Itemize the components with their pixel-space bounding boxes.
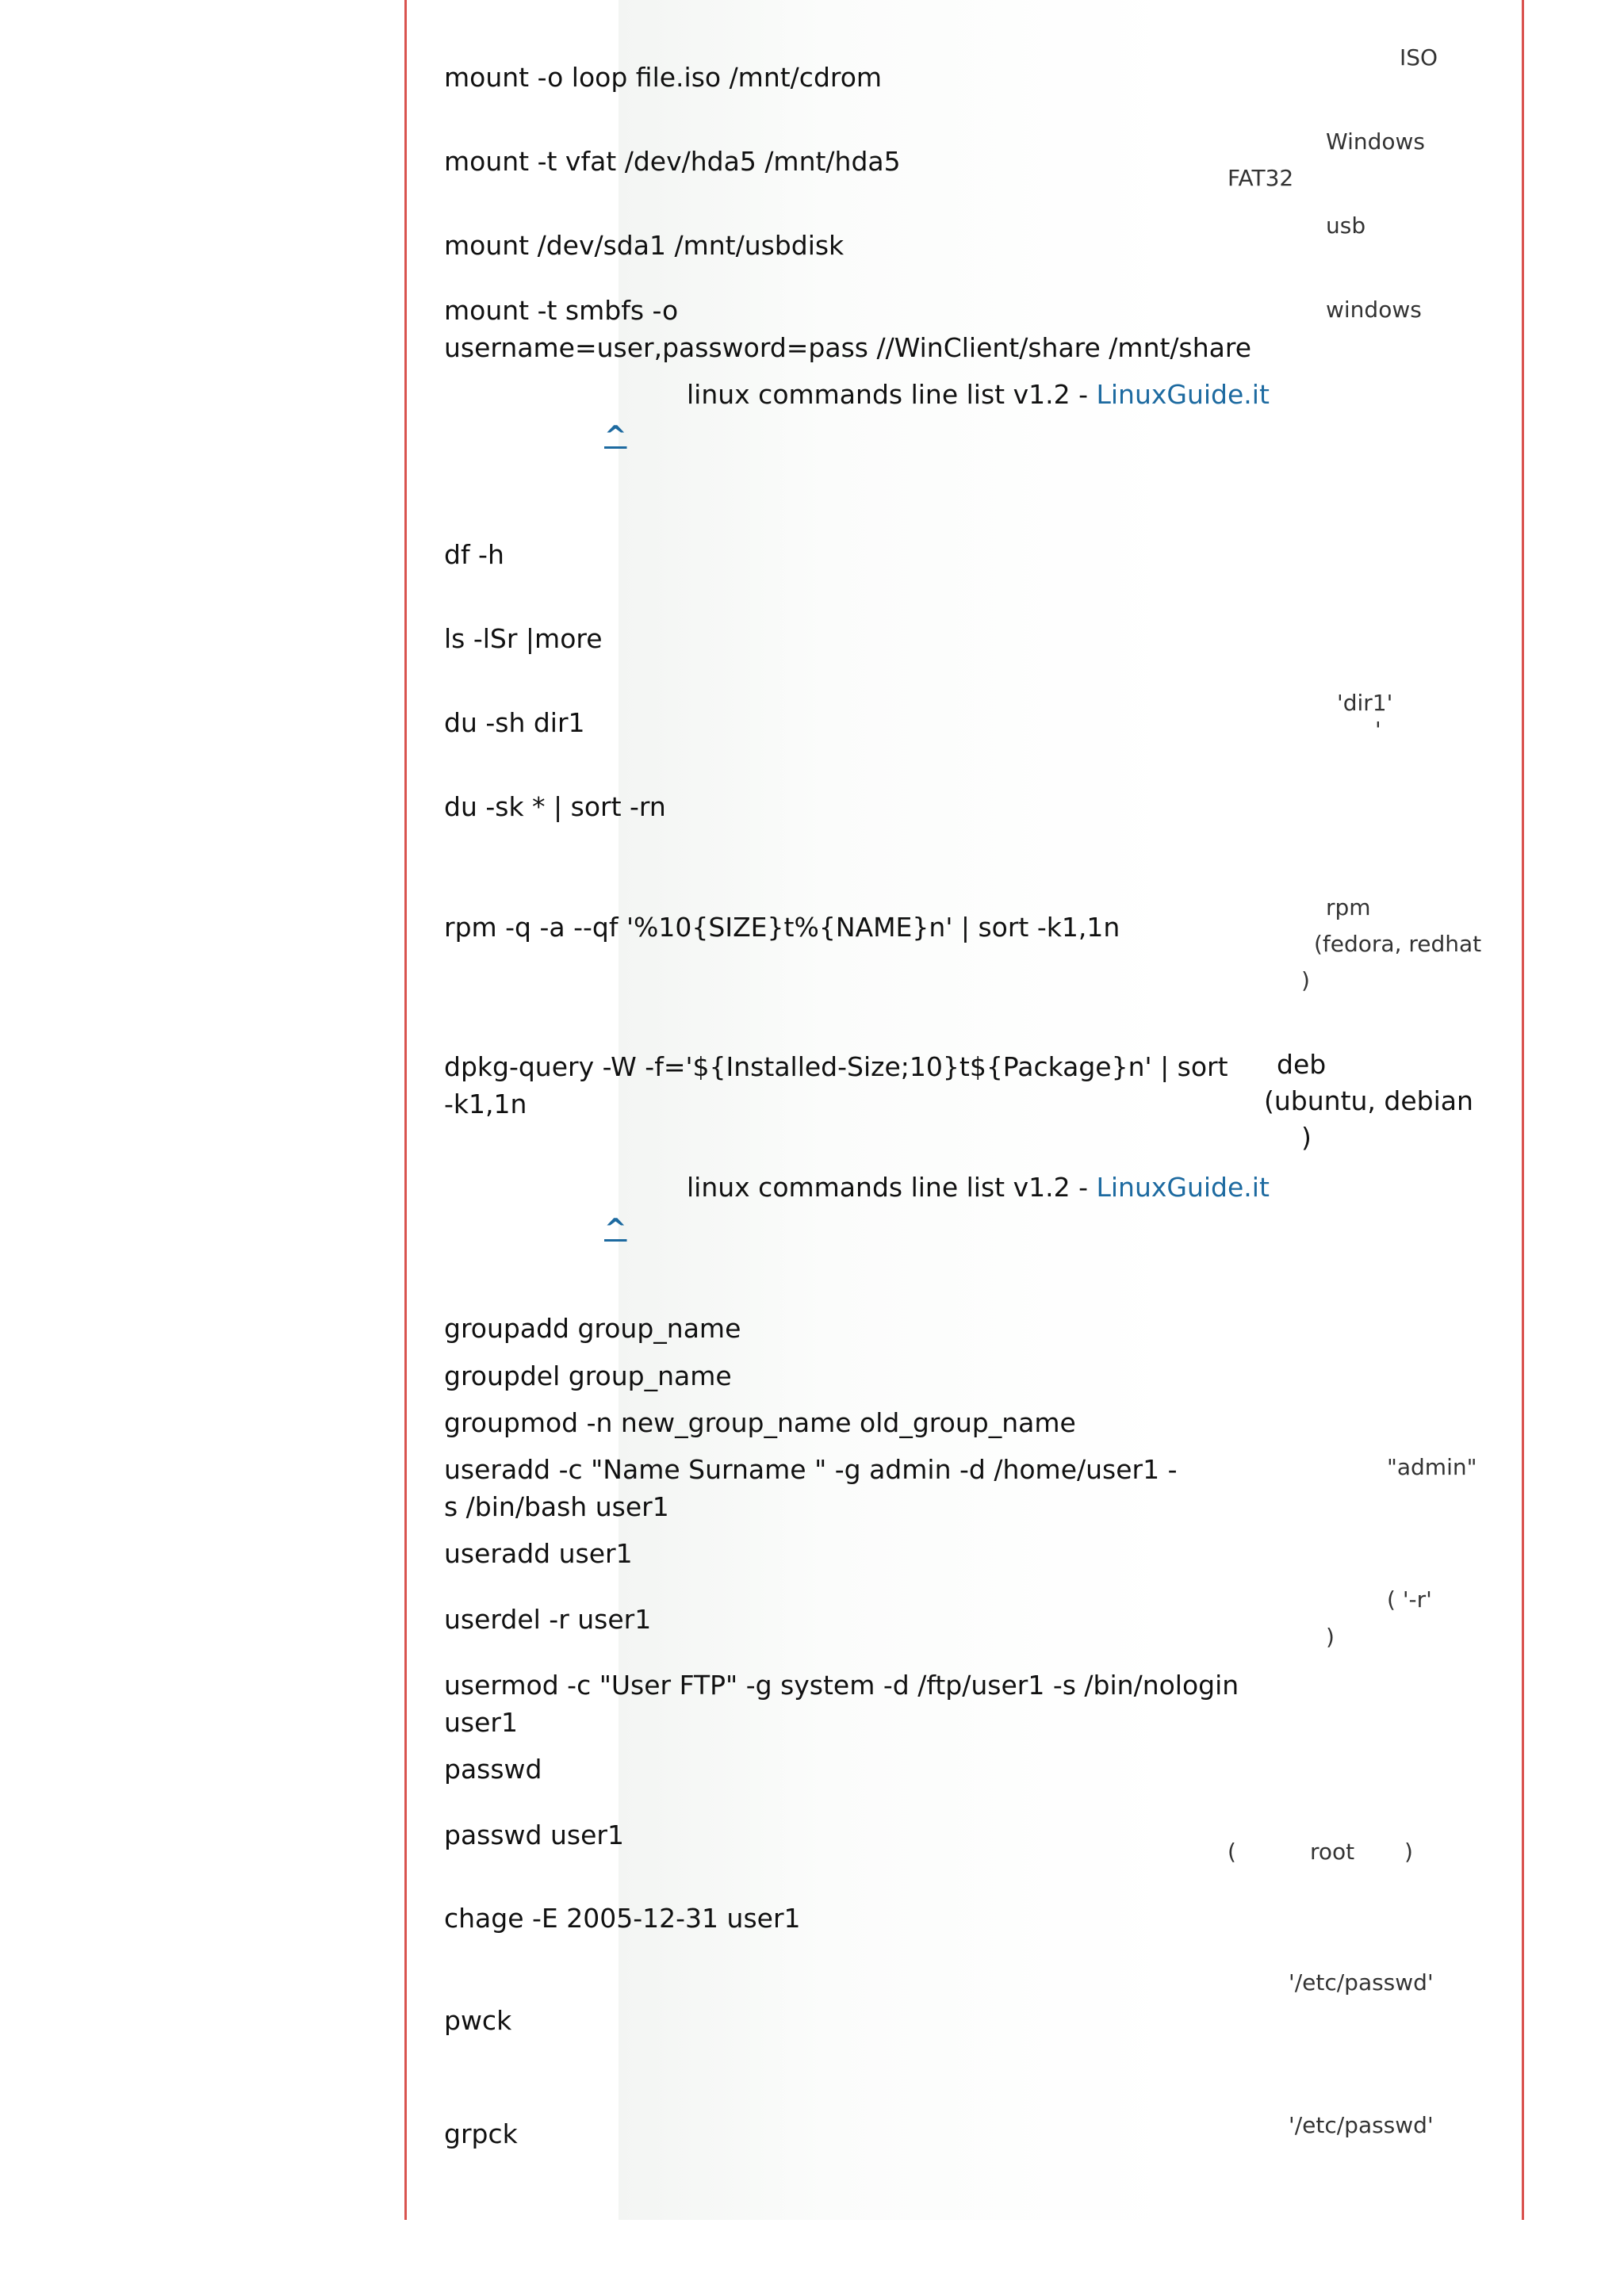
command-text: useradd user1 — [444, 1538, 633, 1569]
description-text: Windows — [1326, 128, 1425, 155]
command-text: grpck — [444, 2118, 518, 2149]
description-text: ) — [1301, 967, 1310, 993]
description-text: ' — [1375, 717, 1381, 743]
footer-line — [687, 376, 1270, 413]
command-text: passwd — [444, 1754, 542, 1785]
command-text: groupdel group_name — [444, 1360, 732, 1391]
description-text: ) — [1326, 1624, 1335, 1650]
description-text: '/etc/passwd' — [1289, 2112, 1434, 2138]
command-text: mount -t smbfs -o — [444, 295, 679, 326]
command-text: df -h — [444, 539, 504, 570]
description-text: deb — [1277, 1049, 1327, 1080]
description-text: (ubuntu, debian — [1264, 1085, 1473, 1116]
back-to-top-link[interactable]: ^ — [604, 1213, 627, 1245]
description-text: windows — [1326, 297, 1422, 323]
command-text: userdel -r user1 — [444, 1604, 652, 1635]
description-text: FAT32 — [1228, 165, 1294, 191]
footer-line — [687, 1169, 1270, 1206]
command-text: useradd -c "Name Surname " -g admin -d /home/user1 - — [444, 1454, 1178, 1485]
footer-text: linux commands line list v1.2 - — [687, 1172, 1097, 1203]
linuxguide-link[interactable]: LinuxGuide.it — [1096, 1172, 1270, 1203]
command-text: dpkg-query -W -f='${Installed-Size;10}t${Package}n' | sort — [444, 1051, 1228, 1082]
command-text: du -sk * | sort -rn — [444, 791, 666, 822]
command-text: -k1,1n — [444, 1089, 527, 1119]
command-text: mount /dev/sda1 /mnt/usbdisk — [444, 230, 845, 261]
command-text: groupmod -n new_group_name old_group_name — [444, 1407, 1076, 1438]
command-text: chage -E 2005-12-31 user1 — [444, 1903, 801, 1934]
command-text: du -sh dir1 — [444, 707, 585, 738]
command-text: usermod -c "User FTP" -g system -d /ftp/user1 -s /bin/nologin — [444, 1670, 1239, 1701]
description-text: ) — [1301, 1122, 1312, 1153]
command-text: username=user,password=pass //WinClient/share /mnt/share — [444, 332, 1252, 363]
command-text: s /bin/bash user1 — [444, 1491, 669, 1522]
description-text: ( — [1228, 1839, 1236, 1865]
description-text: '/etc/passwd' — [1289, 1969, 1434, 1996]
command-text: rpm -q -a --qf '%10{SIZE}t%{NAME}n' | sort -k1,1n — [444, 912, 1120, 943]
description-text: rpm — [1326, 894, 1371, 920]
command-text: passwd user1 — [444, 1820, 624, 1850]
description-text: (fedora, redhat — [1314, 931, 1482, 957]
linuxguide-link[interactable]: LinuxGuide.it — [1096, 379, 1270, 410]
description-text: ISO — [1400, 44, 1438, 71]
command-text: user1 — [444, 1707, 518, 1738]
command-text: groupadd group_name — [444, 1313, 741, 1344]
command-text: mount -t vfat /dev/hda5 /mnt/hda5 — [444, 146, 901, 177]
back-to-top-link[interactable]: ^ — [604, 420, 627, 452]
description-text: ) — [1404, 1839, 1413, 1865]
description-text: ( '-r' — [1387, 1586, 1432, 1613]
command-text: pwck — [444, 2005, 512, 2036]
description-text: 'dir1' — [1337, 690, 1393, 716]
footer-text: linux commands line list v1.2 - — [687, 379, 1097, 410]
description-text: "admin" — [1387, 1454, 1477, 1480]
command-text: mount -o loop file.iso /mnt/cdrom — [444, 62, 883, 93]
description-text: usb — [1326, 212, 1366, 239]
command-text: ls -lSr |more — [444, 623, 603, 654]
description-text: root — [1310, 1839, 1355, 1865]
